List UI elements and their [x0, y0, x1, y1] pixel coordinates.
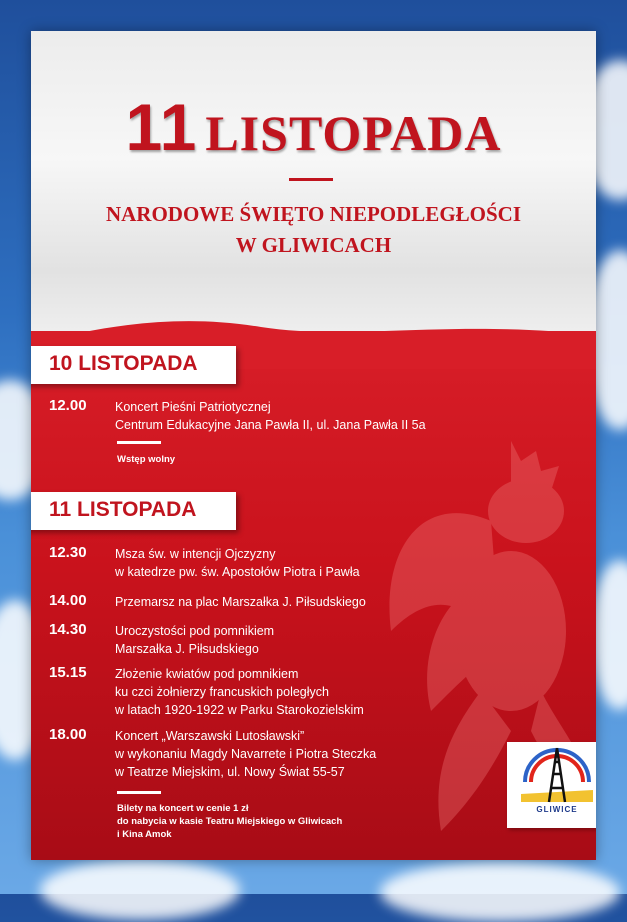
ticket-note [117, 802, 342, 841]
title-day: 11 [125, 90, 198, 164]
note-divider [117, 441, 161, 444]
note-line: do nabycia w kasie Teatru Miejskiego w Gliwicach [117, 816, 343, 827]
event-description [115, 665, 364, 719]
event-line: w Teatrze Miejskim, ul. Nowy Świat 55-57 [115, 765, 345, 779]
free-entry-note: Wstęp wolny [117, 454, 176, 465]
event-line: Msza św. w intencji Ojczyzny [115, 547, 276, 561]
title-month: LISTOPADA [205, 105, 502, 161]
event-line: Koncert Pieśni Patriotycznej [115, 400, 271, 414]
event-line: Złożenie kwiatów pod pomnikiem [115, 667, 299, 681]
event-description [115, 593, 366, 611]
main-title [31, 89, 596, 165]
note-line: i Kina Amok [117, 829, 172, 840]
title-divider [289, 178, 333, 181]
date-label: 11 LISTOPADA [49, 498, 197, 521]
note-divider [117, 791, 161, 794]
radio-tower-icon [507, 742, 596, 804]
event-time: 18.00 [49, 726, 87, 743]
event-time: 12.00 [49, 397, 87, 414]
event-description [115, 727, 376, 781]
logo-text: GLIWICE [536, 805, 578, 814]
cloud [40, 860, 240, 920]
event-description [115, 398, 426, 434]
date-label: 10 LISTOPADA [49, 352, 198, 375]
subtitle-line-2: W GLIWICACH [235, 233, 392, 257]
event-line: w latach 1920-1922 w Parku Starokozielskim [115, 703, 364, 717]
event-line: Uroczystości pod pomnikiem [115, 624, 275, 638]
event-time: 15.15 [49, 664, 87, 681]
poster [31, 31, 596, 860]
event-line: Przemarsz na plac Marszałka J. Piłsudskiego [115, 595, 366, 609]
date-tab-11-listopada [31, 492, 236, 530]
event-description [115, 545, 360, 581]
cloud [380, 862, 620, 922]
date-tab-10-listopada [31, 346, 236, 384]
event-line: Centrum Edukacyjne Jana Pawła II, ul. Jana Pawła II 5a [115, 418, 426, 432]
subtitle-line-1: NARODOWE ŚWIĘTO NIEPODLEGŁOŚCI [105, 202, 522, 226]
event-description [115, 622, 274, 658]
gliwice-logo [507, 742, 596, 828]
event-line: Koncert „Warszawski Lutosławski” [115, 729, 305, 743]
event-line: w katedrze pw. św. Apostołów Piotra i Pawła [115, 565, 360, 579]
event-time: 14.30 [49, 621, 87, 638]
event-line: Marszałka J. Piłsudskiego [115, 642, 259, 656]
note-line: Bilety na koncert w cenie 1 zł [117, 803, 249, 814]
event-line: ku czci żołnierzy francuskich poległych [115, 685, 329, 699]
event-time: 12.30 [49, 544, 87, 561]
event-time: 14.00 [49, 592, 87, 609]
event-line: w wykonaniu Magdy Navarrete i Piotra Steczka [115, 747, 377, 761]
